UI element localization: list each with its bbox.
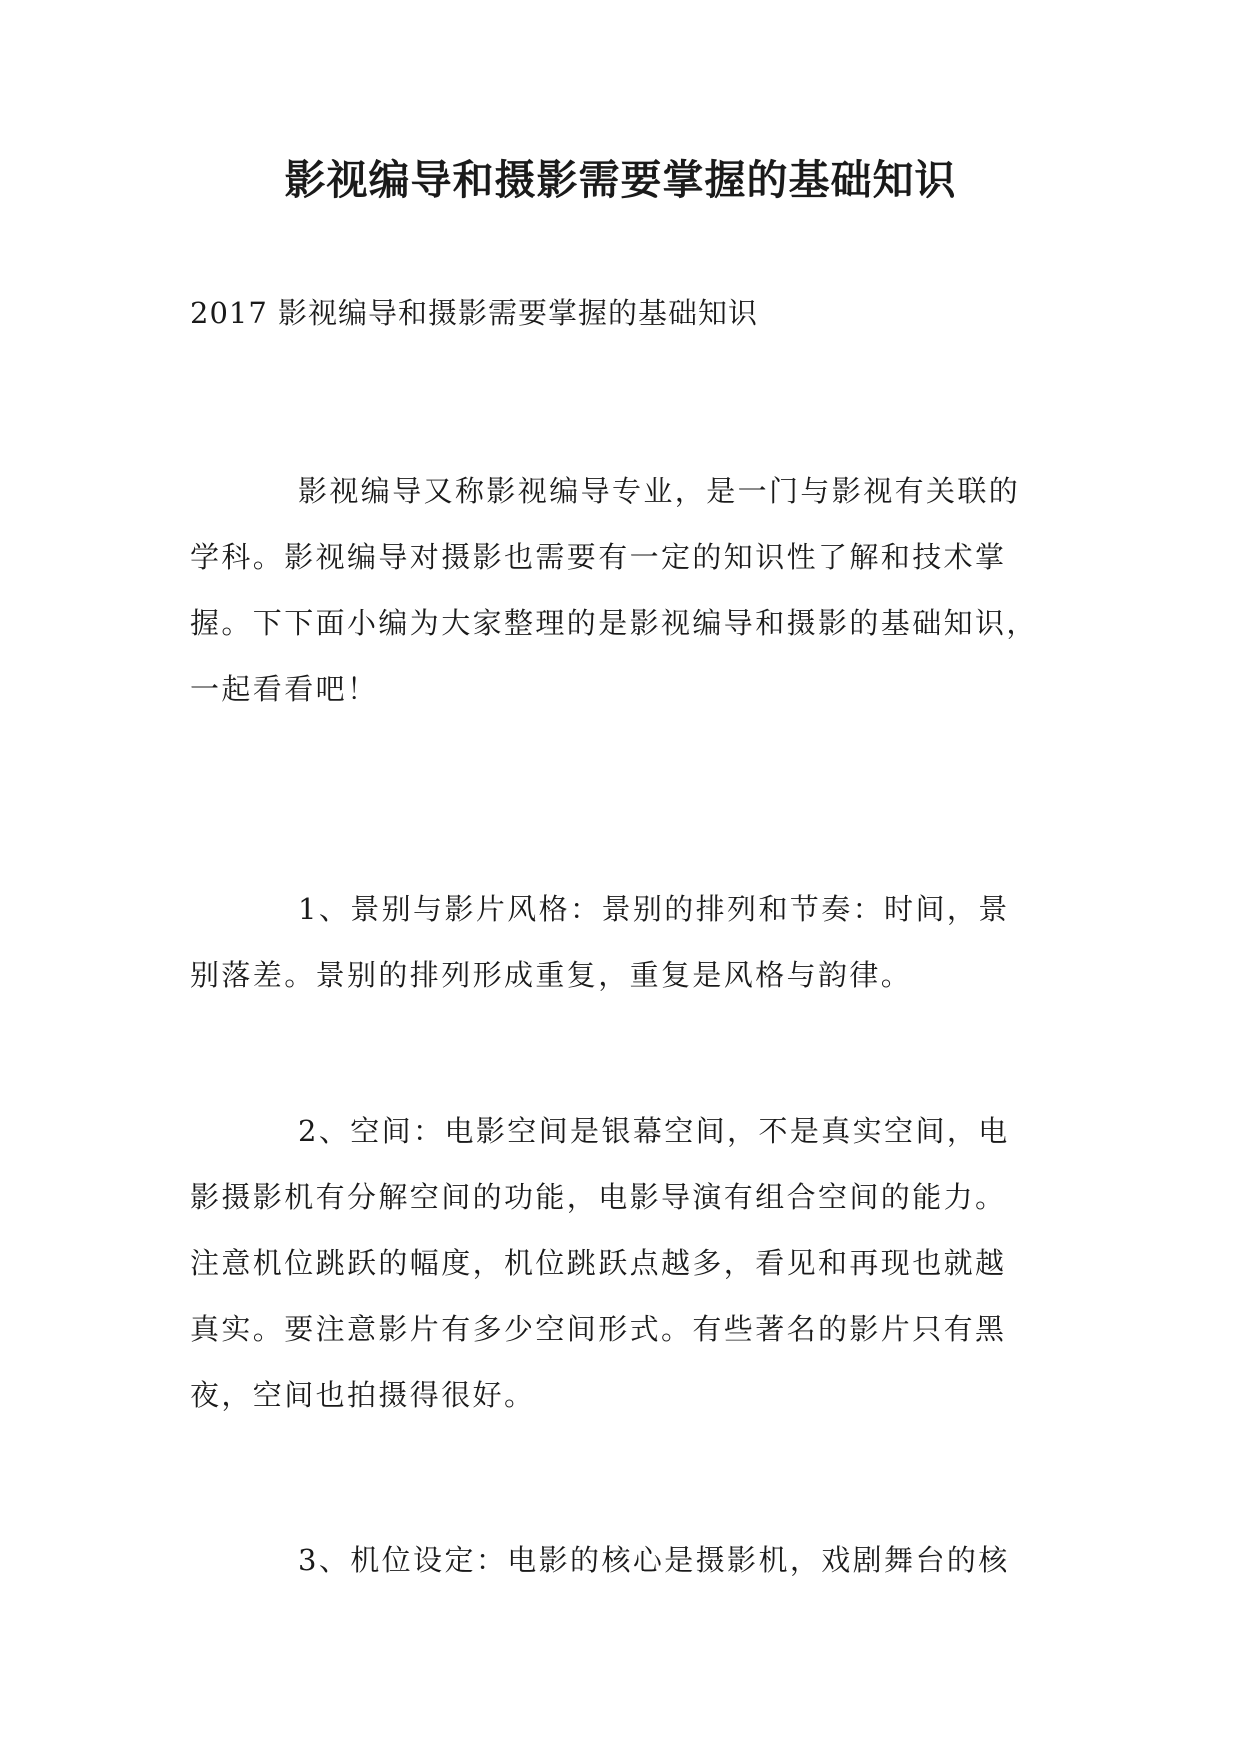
- paragraph-space: [190, 1098, 1070, 1428]
- paragraph-line: 2、空间：电影空间是银幕空间，不是真实空间，电: [298, 1114, 1010, 1148]
- paragraph-line: 真实。要注意影片有多少空间形式。有些著名的影片只有黑: [190, 1312, 1007, 1346]
- paragraph-intro: [190, 458, 1070, 722]
- paragraph-line: 3、机位设定：电影的核心是摄影机，戏剧舞台的核: [298, 1543, 1010, 1577]
- paragraph-line: 一起看看吧！: [190, 672, 379, 706]
- document-subtitle: 2017 影视编导和摄影需要掌握的基础知识: [190, 296, 759, 330]
- paragraph-line: 1、景别与影片风格：景别的排列和节奏：时间，景: [298, 892, 1010, 926]
- paragraph-line: 别落差。景别的排列形成重复，重复是风格与韵律。: [190, 958, 913, 992]
- paragraph-line: 夜，空间也拍摄得很好。: [190, 1378, 536, 1412]
- paragraph-line: 握。下下面小编为大家整理的是影视编导和摄影的基础知识，: [190, 606, 1038, 640]
- paragraph-camera-position: [190, 1527, 1070, 1593]
- document-title: 影视编导和摄影需要掌握的基础知识: [284, 156, 957, 204]
- paragraph-line: 影摄影机有分解空间的功能，电影导演有组合空间的能力。: [190, 1180, 1007, 1214]
- paragraph-line: 注意机位跳跃的幅度，机位跳跃点越多，看见和再现也就越: [190, 1246, 1007, 1280]
- paragraph-line: 影视编导又称影视编导专业，是一门与影视有关联的: [298, 474, 1021, 508]
- paragraph-line: 学科。影视编导对摄影也需要有一定的知识性了解和技术掌: [190, 540, 1007, 574]
- paragraph-shot-size: [190, 876, 1070, 1008]
